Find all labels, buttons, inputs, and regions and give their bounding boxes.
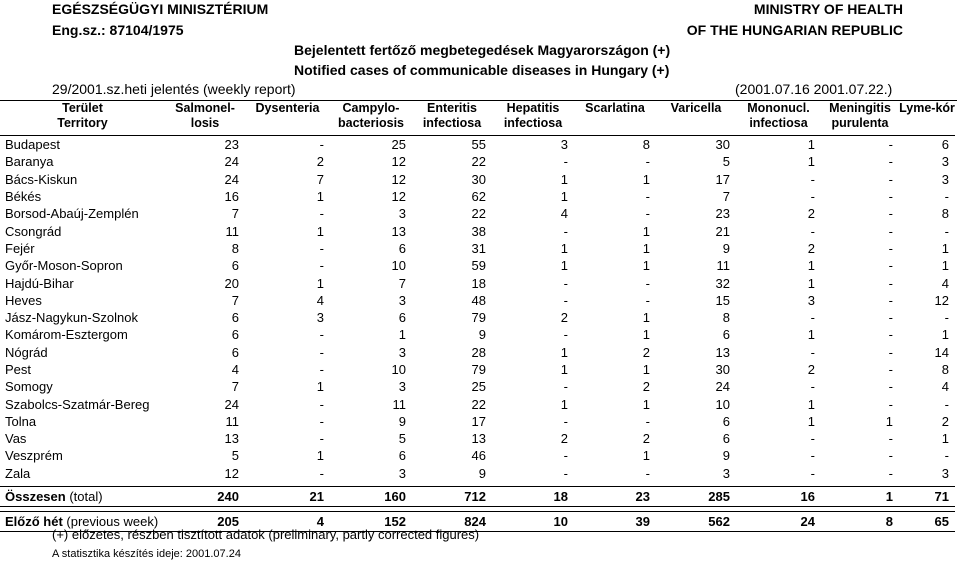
case-count-cell: 1 <box>807 275 815 291</box>
table-row <box>0 292 955 309</box>
case-count-cell: 13 <box>715 344 730 360</box>
case-count-cell: 2 <box>941 413 949 429</box>
territory-name: Komárom-Esztergom <box>5 327 128 343</box>
footnote-preliminary: (+) előzetes, részben tisztított adatok (preliminary, partly corrected figures) <box>52 527 480 542</box>
column-header-enteritis: Enteritis infectiosa <box>422 101 482 130</box>
territory-name: Vas <box>5 431 27 447</box>
case-count-cell: 3 <box>398 206 406 222</box>
column-header-meningitis: Meningitis purulenta <box>829 101 891 130</box>
case-count-cell: - <box>645 413 650 429</box>
case-count-cell: 824 <box>464 513 486 529</box>
case-count-cell: 12 <box>391 154 406 170</box>
case-count-cell: - <box>944 396 949 412</box>
case-count-cell: 205 <box>217 513 239 529</box>
case-count-cell: - <box>319 396 324 412</box>
case-count-cell: 59 <box>471 258 486 274</box>
case-count-cell: - <box>888 206 893 222</box>
table-row <box>0 274 955 291</box>
case-count-cell: 24 <box>715 379 730 395</box>
case-count-cell: 18 <box>471 275 486 291</box>
case-count-cell: 1 <box>560 396 568 412</box>
case-count-cell: - <box>888 379 893 395</box>
case-count-cell: 7 <box>231 206 239 222</box>
case-count-cell: - <box>319 344 324 360</box>
case-count-cell: 240 <box>217 488 239 504</box>
case-count-cell: - <box>888 223 893 239</box>
case-count-cell: 79 <box>471 362 486 377</box>
case-count-cell: - <box>319 206 324 222</box>
case-count-cell: 2 <box>642 344 650 360</box>
column-header-territory: Terület Territory <box>57 101 108 130</box>
case-count-cell: 3 <box>941 154 949 170</box>
case-count-cell: 31 <box>471 240 486 256</box>
case-count-cell: - <box>319 362 324 377</box>
territory-name: Szabolcs-Szatmár-Bereg <box>5 396 150 412</box>
case-count-cell: 6 <box>722 431 730 447</box>
page-title-hu: Bejelentett fertőző megbetegedések Magyarországon (+) <box>294 42 671 58</box>
case-count-cell: - <box>944 310 949 326</box>
case-count-cell: 2 <box>807 240 815 256</box>
territory-name: Jász-Nagykun-Szolnok <box>5 310 138 326</box>
case-count-cell: 1 <box>807 137 815 153</box>
page-title-en: Notified cases of communicable diseases in Hungary (+) <box>294 62 670 78</box>
case-count-cell: - <box>888 189 893 205</box>
case-count-cell: 1 <box>941 431 949 447</box>
case-count-cell: 16 <box>224 189 239 205</box>
case-count-cell: 1 <box>560 344 568 360</box>
case-count-cell: 12 <box>391 171 406 187</box>
case-count-cell: 6 <box>231 344 239 360</box>
case-count-cell: - <box>563 292 568 308</box>
case-count-cell: 3 <box>316 310 324 326</box>
table-row <box>0 309 955 326</box>
case-count-cell: 11 <box>716 258 730 274</box>
case-count-cell: 17 <box>715 171 730 187</box>
weekly-report-number: 29/2001.sz.heti jelentés (weekly report) <box>52 81 296 97</box>
total-row <box>0 486 955 506</box>
case-count-cell: - <box>944 223 949 239</box>
column-header-hepatitis: Hepatitis infectiosa <box>503 101 563 130</box>
case-count-cell: - <box>563 465 568 481</box>
case-count-cell: - <box>645 292 650 308</box>
case-count-cell: 21 <box>309 488 324 504</box>
case-count-cell: 2 <box>807 362 815 377</box>
case-count-cell: 11 <box>225 223 239 239</box>
case-count-cell: 8 <box>231 240 239 256</box>
case-count-cell: 1 <box>807 327 815 343</box>
case-count-cell: - <box>810 448 815 464</box>
case-count-cell: 23 <box>635 488 650 504</box>
case-count-cell: 1 <box>642 240 650 256</box>
case-count-cell: 6 <box>722 327 730 343</box>
case-count-cell: 2 <box>316 154 324 170</box>
case-count-cell: 15 <box>715 292 730 308</box>
case-count-cell: 2 <box>807 206 815 222</box>
case-count-cell: 3 <box>560 137 568 153</box>
case-count-cell: - <box>810 310 815 326</box>
case-count-cell: 23 <box>224 137 239 153</box>
case-count-cell: 6 <box>398 310 406 326</box>
case-count-cell: 1 <box>316 275 324 291</box>
case-count-cell: 9 <box>478 465 486 481</box>
case-count-cell: - <box>810 465 815 481</box>
case-count-cell: 7 <box>316 171 324 187</box>
table-row <box>0 153 955 170</box>
case-count-cell: 10 <box>391 362 406 377</box>
case-count-cell: 7 <box>722 189 730 205</box>
case-count-cell: 38 <box>471 223 486 239</box>
case-count-cell: 5 <box>398 431 406 447</box>
case-count-cell: - <box>563 223 568 239</box>
case-count-cell: 4 <box>316 292 324 308</box>
case-count-cell: 25 <box>471 379 486 395</box>
territory-name: Baranya <box>5 154 54 170</box>
case-count-cell: 6 <box>398 448 406 464</box>
case-count-cell: - <box>319 413 324 429</box>
case-count-cell: 1 <box>316 223 324 239</box>
territory-name: Békés <box>5 189 42 205</box>
case-count-cell: 1 <box>316 189 324 205</box>
case-count-cell: 152 <box>384 513 406 529</box>
case-count-cell: 8 <box>941 362 949 377</box>
case-count-cell: 18 <box>553 488 568 504</box>
case-count-cell: 22 <box>471 206 486 222</box>
case-count-cell: 3 <box>941 171 949 187</box>
case-count-cell: 28 <box>471 344 486 360</box>
ministry-name-hu: EGÉSZSÉGÜGYI MINISZTÉRIUM <box>52 1 269 17</box>
case-count-cell: 4 <box>941 379 949 395</box>
case-count-cell: 2 <box>560 310 568 326</box>
case-count-cell: 12 <box>934 292 949 308</box>
case-count-cell: 712 <box>464 488 486 504</box>
republic-name-en: OF THE HUNGARIAN REPUBLIC <box>686 22 903 38</box>
territory-name: Pest <box>5 362 32 377</box>
case-count-cell: 30 <box>715 137 730 153</box>
case-count-cell: 9 <box>478 327 486 343</box>
case-count-cell: 10 <box>715 396 730 412</box>
case-count-cell: - <box>645 206 650 222</box>
case-count-cell: 1 <box>885 488 893 504</box>
case-count-cell: 24 <box>224 396 239 412</box>
case-count-cell: 55 <box>471 137 486 153</box>
case-count-cell: - <box>563 413 568 429</box>
case-count-cell: 4 <box>560 206 568 222</box>
case-count-cell: 6 <box>231 310 239 326</box>
case-count-cell: 4 <box>941 275 949 291</box>
territory-name: Bács-Kiskun <box>5 171 78 187</box>
case-count-cell: 6 <box>231 258 239 274</box>
case-count-cell: 5 <box>722 154 730 170</box>
case-count-cell: 9 <box>722 240 730 256</box>
case-count-cell: - <box>810 223 815 239</box>
case-count-cell: 24 <box>224 154 239 170</box>
case-count-cell: 12 <box>224 465 239 481</box>
case-count-cell: 30 <box>715 362 730 377</box>
case-count-cell: 79 <box>471 310 486 326</box>
case-count-cell: 20 <box>224 275 239 291</box>
case-count-cell: - <box>319 431 324 447</box>
case-count-cell: - <box>563 275 568 291</box>
case-count-cell: 23 <box>715 206 730 222</box>
table-header-row <box>0 101 955 136</box>
case-count-cell: 11 <box>225 413 239 429</box>
case-count-cell: 562 <box>708 513 730 529</box>
territory-name: Borsod-Abaúj-Zemplén <box>5 206 139 222</box>
case-count-cell: 1 <box>642 362 650 377</box>
case-count-cell: 7 <box>231 379 239 395</box>
case-count-cell: - <box>810 431 815 447</box>
case-count-cell: 1 <box>642 327 650 343</box>
case-count-cell: - <box>319 465 324 481</box>
case-count-cell: 3 <box>941 465 949 481</box>
column-header-lyme: Lyme-kór <box>899 101 955 115</box>
case-count-cell: - <box>810 171 815 187</box>
case-count-cell: - <box>319 327 324 343</box>
case-count-cell: 1 <box>398 327 406 343</box>
case-count-cell: 160 <box>384 488 406 504</box>
table-row <box>0 222 955 239</box>
case-count-cell: 71 <box>934 488 949 504</box>
case-count-cell: 3 <box>807 292 815 308</box>
case-count-cell: 1 <box>941 240 949 256</box>
case-count-cell: 8 <box>642 137 650 153</box>
case-count-cell: 6 <box>398 240 406 256</box>
territory-name: Nógrád <box>5 344 48 360</box>
case-count-cell: 21 <box>715 223 730 239</box>
case-count-cell: 13 <box>224 431 239 447</box>
table-row <box>0 136 955 154</box>
table-row <box>0 344 955 361</box>
case-count-cell: - <box>888 292 893 308</box>
table-row <box>0 240 955 257</box>
case-count-cell: - <box>810 344 815 360</box>
case-count-cell: 1 <box>560 240 568 256</box>
territory-name: Előző hét (previous week) <box>5 513 159 529</box>
case-count-cell: 3 <box>398 465 406 481</box>
case-count-cell: 6 <box>722 413 730 429</box>
case-count-cell: 32 <box>715 275 730 291</box>
case-count-cell: - <box>319 240 324 256</box>
case-count-cell: - <box>888 448 893 464</box>
table-row <box>0 378 955 395</box>
case-count-cell: 1 <box>316 379 324 395</box>
case-count-cell: - <box>888 344 893 360</box>
case-count-cell: - <box>888 362 893 377</box>
table-row <box>0 413 955 430</box>
registration-number: Eng.sz.: 87104/1975 <box>52 22 184 38</box>
ministry-name-en: MINISTRY OF HEALTH <box>753 1 903 17</box>
case-count-cell: 10 <box>391 258 406 274</box>
case-count-cell: 3 <box>398 292 406 308</box>
case-count-cell: 1 <box>807 154 815 170</box>
territory-name: Összesen (total) <box>5 488 103 504</box>
case-count-cell: - <box>888 171 893 187</box>
case-count-cell: 1 <box>885 413 893 429</box>
column-header-campylobacteriosis: Campylo- bacteriosis <box>337 101 404 130</box>
territory-name: Heves <box>5 292 42 308</box>
case-count-cell: 4 <box>316 513 324 529</box>
case-count-cell: 5 <box>231 448 239 464</box>
case-count-cell: 11 <box>392 396 406 412</box>
case-count-cell: - <box>888 137 893 153</box>
case-count-cell: 1 <box>642 258 650 274</box>
case-count-cell: 10 <box>553 513 568 529</box>
column-header-salmonellosis: Salmonel- losis <box>175 101 235 130</box>
territory-name: Somogy <box>5 379 53 395</box>
column-header-dysenteria: Dysenteria <box>255 101 320 115</box>
case-count-cell: 62 <box>471 189 486 205</box>
case-count-cell: 22 <box>471 154 486 170</box>
case-count-cell: 8 <box>941 206 949 222</box>
statistics-date: A statisztika készítés ideje: 2001.07.24 <box>52 548 241 560</box>
territory-name: Győr-Moson-Sopron <box>5 258 123 274</box>
case-count-cell: 1 <box>560 258 568 274</box>
case-count-cell: - <box>645 275 650 291</box>
case-count-cell: 1 <box>560 189 568 205</box>
case-count-cell: 46 <box>471 448 486 464</box>
table-row <box>0 205 955 222</box>
case-count-cell: - <box>645 465 650 481</box>
territory-name: Tolna <box>5 413 37 429</box>
territory-name: Hajdú-Bihar <box>5 275 74 291</box>
column-header-varicella: Varicella <box>670 101 722 115</box>
case-count-cell: 16 <box>800 488 815 504</box>
case-count-cell: - <box>888 275 893 291</box>
territory-name: Zala <box>5 465 31 481</box>
case-count-cell: 12 <box>391 189 406 205</box>
case-count-cell: 1 <box>941 327 949 343</box>
case-count-cell: - <box>888 431 893 447</box>
case-count-cell: 6 <box>231 327 239 343</box>
case-count-cell: - <box>810 379 815 395</box>
territory-name: Budapest <box>5 137 60 153</box>
case-count-cell: 8 <box>722 310 730 326</box>
case-count-cell: 1 <box>642 310 650 326</box>
case-count-cell: 24 <box>224 171 239 187</box>
table-row <box>0 171 955 188</box>
case-count-cell: 17 <box>471 413 486 429</box>
case-count-cell: 8 <box>885 513 893 529</box>
case-count-cell: 3 <box>398 344 406 360</box>
case-count-cell: 3 <box>722 465 730 481</box>
case-count-cell: 22 <box>471 396 486 412</box>
case-count-cell: 13 <box>471 431 486 447</box>
case-count-cell: - <box>888 327 893 343</box>
case-count-cell: 65 <box>934 513 949 529</box>
case-count-cell: 14 <box>934 344 949 360</box>
case-count-cell: 1 <box>316 448 324 464</box>
case-count-cell: 1 <box>560 362 568 377</box>
table-row <box>0 326 955 343</box>
case-count-cell: - <box>645 154 650 170</box>
case-count-cell: - <box>888 465 893 481</box>
case-count-cell: 2 <box>642 431 650 447</box>
disease-table <box>0 101 955 532</box>
case-count-cell: - <box>563 448 568 464</box>
case-count-cell: 9 <box>398 413 406 429</box>
territory-name: Fejér <box>5 240 35 256</box>
case-count-cell: 39 <box>635 513 650 529</box>
case-count-cell: 9 <box>722 448 730 464</box>
case-count-cell: 1 <box>807 396 815 412</box>
case-count-cell: 4 <box>231 362 239 377</box>
case-count-cell: 2 <box>560 431 568 447</box>
case-count-cell: - <box>944 189 949 205</box>
column-header-scarlatina: Scarlatina <box>585 101 645 115</box>
case-count-cell: 285 <box>708 488 730 504</box>
case-count-cell: - <box>319 258 324 274</box>
case-count-cell: 3 <box>398 379 406 395</box>
case-count-cell: - <box>888 396 893 412</box>
case-count-cell: - <box>888 154 893 170</box>
case-count-cell: - <box>563 154 568 170</box>
case-count-cell: 7 <box>398 275 406 291</box>
case-count-cell: 7 <box>231 292 239 308</box>
case-count-cell: 1 <box>642 223 650 239</box>
case-count-cell: - <box>944 448 949 464</box>
case-count-cell: 1 <box>642 448 650 464</box>
table-row <box>0 395 955 412</box>
case-count-cell: 30 <box>471 171 486 187</box>
case-count-cell: 1 <box>807 258 815 274</box>
table-row <box>0 447 955 464</box>
case-count-cell: 1 <box>560 171 568 187</box>
case-count-cell: 2 <box>642 379 650 395</box>
case-count-cell: - <box>563 379 568 395</box>
report-period: (2001.07.16 2001.07.22.) <box>735 81 893 97</box>
case-count-cell: - <box>888 310 893 326</box>
case-count-cell: - <box>319 137 324 153</box>
territory-name: Csongrád <box>5 223 62 239</box>
case-count-cell: - <box>888 240 893 256</box>
case-count-cell: 24 <box>800 513 815 529</box>
case-count-cell: - <box>888 258 893 274</box>
table-row <box>0 430 955 447</box>
case-count-cell: - <box>645 189 650 205</box>
table-row <box>0 257 955 274</box>
case-count-cell: 1 <box>941 258 949 274</box>
territory-name: Veszprém <box>5 448 63 464</box>
table-row <box>0 188 955 205</box>
case-count-cell: 1 <box>642 171 650 187</box>
case-count-cell: 1 <box>642 396 650 412</box>
case-count-cell: - <box>810 189 815 205</box>
table-row <box>0 361 955 378</box>
case-count-cell: 25 <box>391 137 406 153</box>
table-row <box>0 465 955 482</box>
column-header-mononucleosis: Mononucl. infectiosa <box>747 101 810 130</box>
case-count-cell: 6 <box>941 137 949 153</box>
case-count-cell: 13 <box>391 223 406 239</box>
case-count-cell: 1 <box>807 413 815 429</box>
case-count-cell: 48 <box>471 292 486 308</box>
case-count-cell: - <box>563 327 568 343</box>
